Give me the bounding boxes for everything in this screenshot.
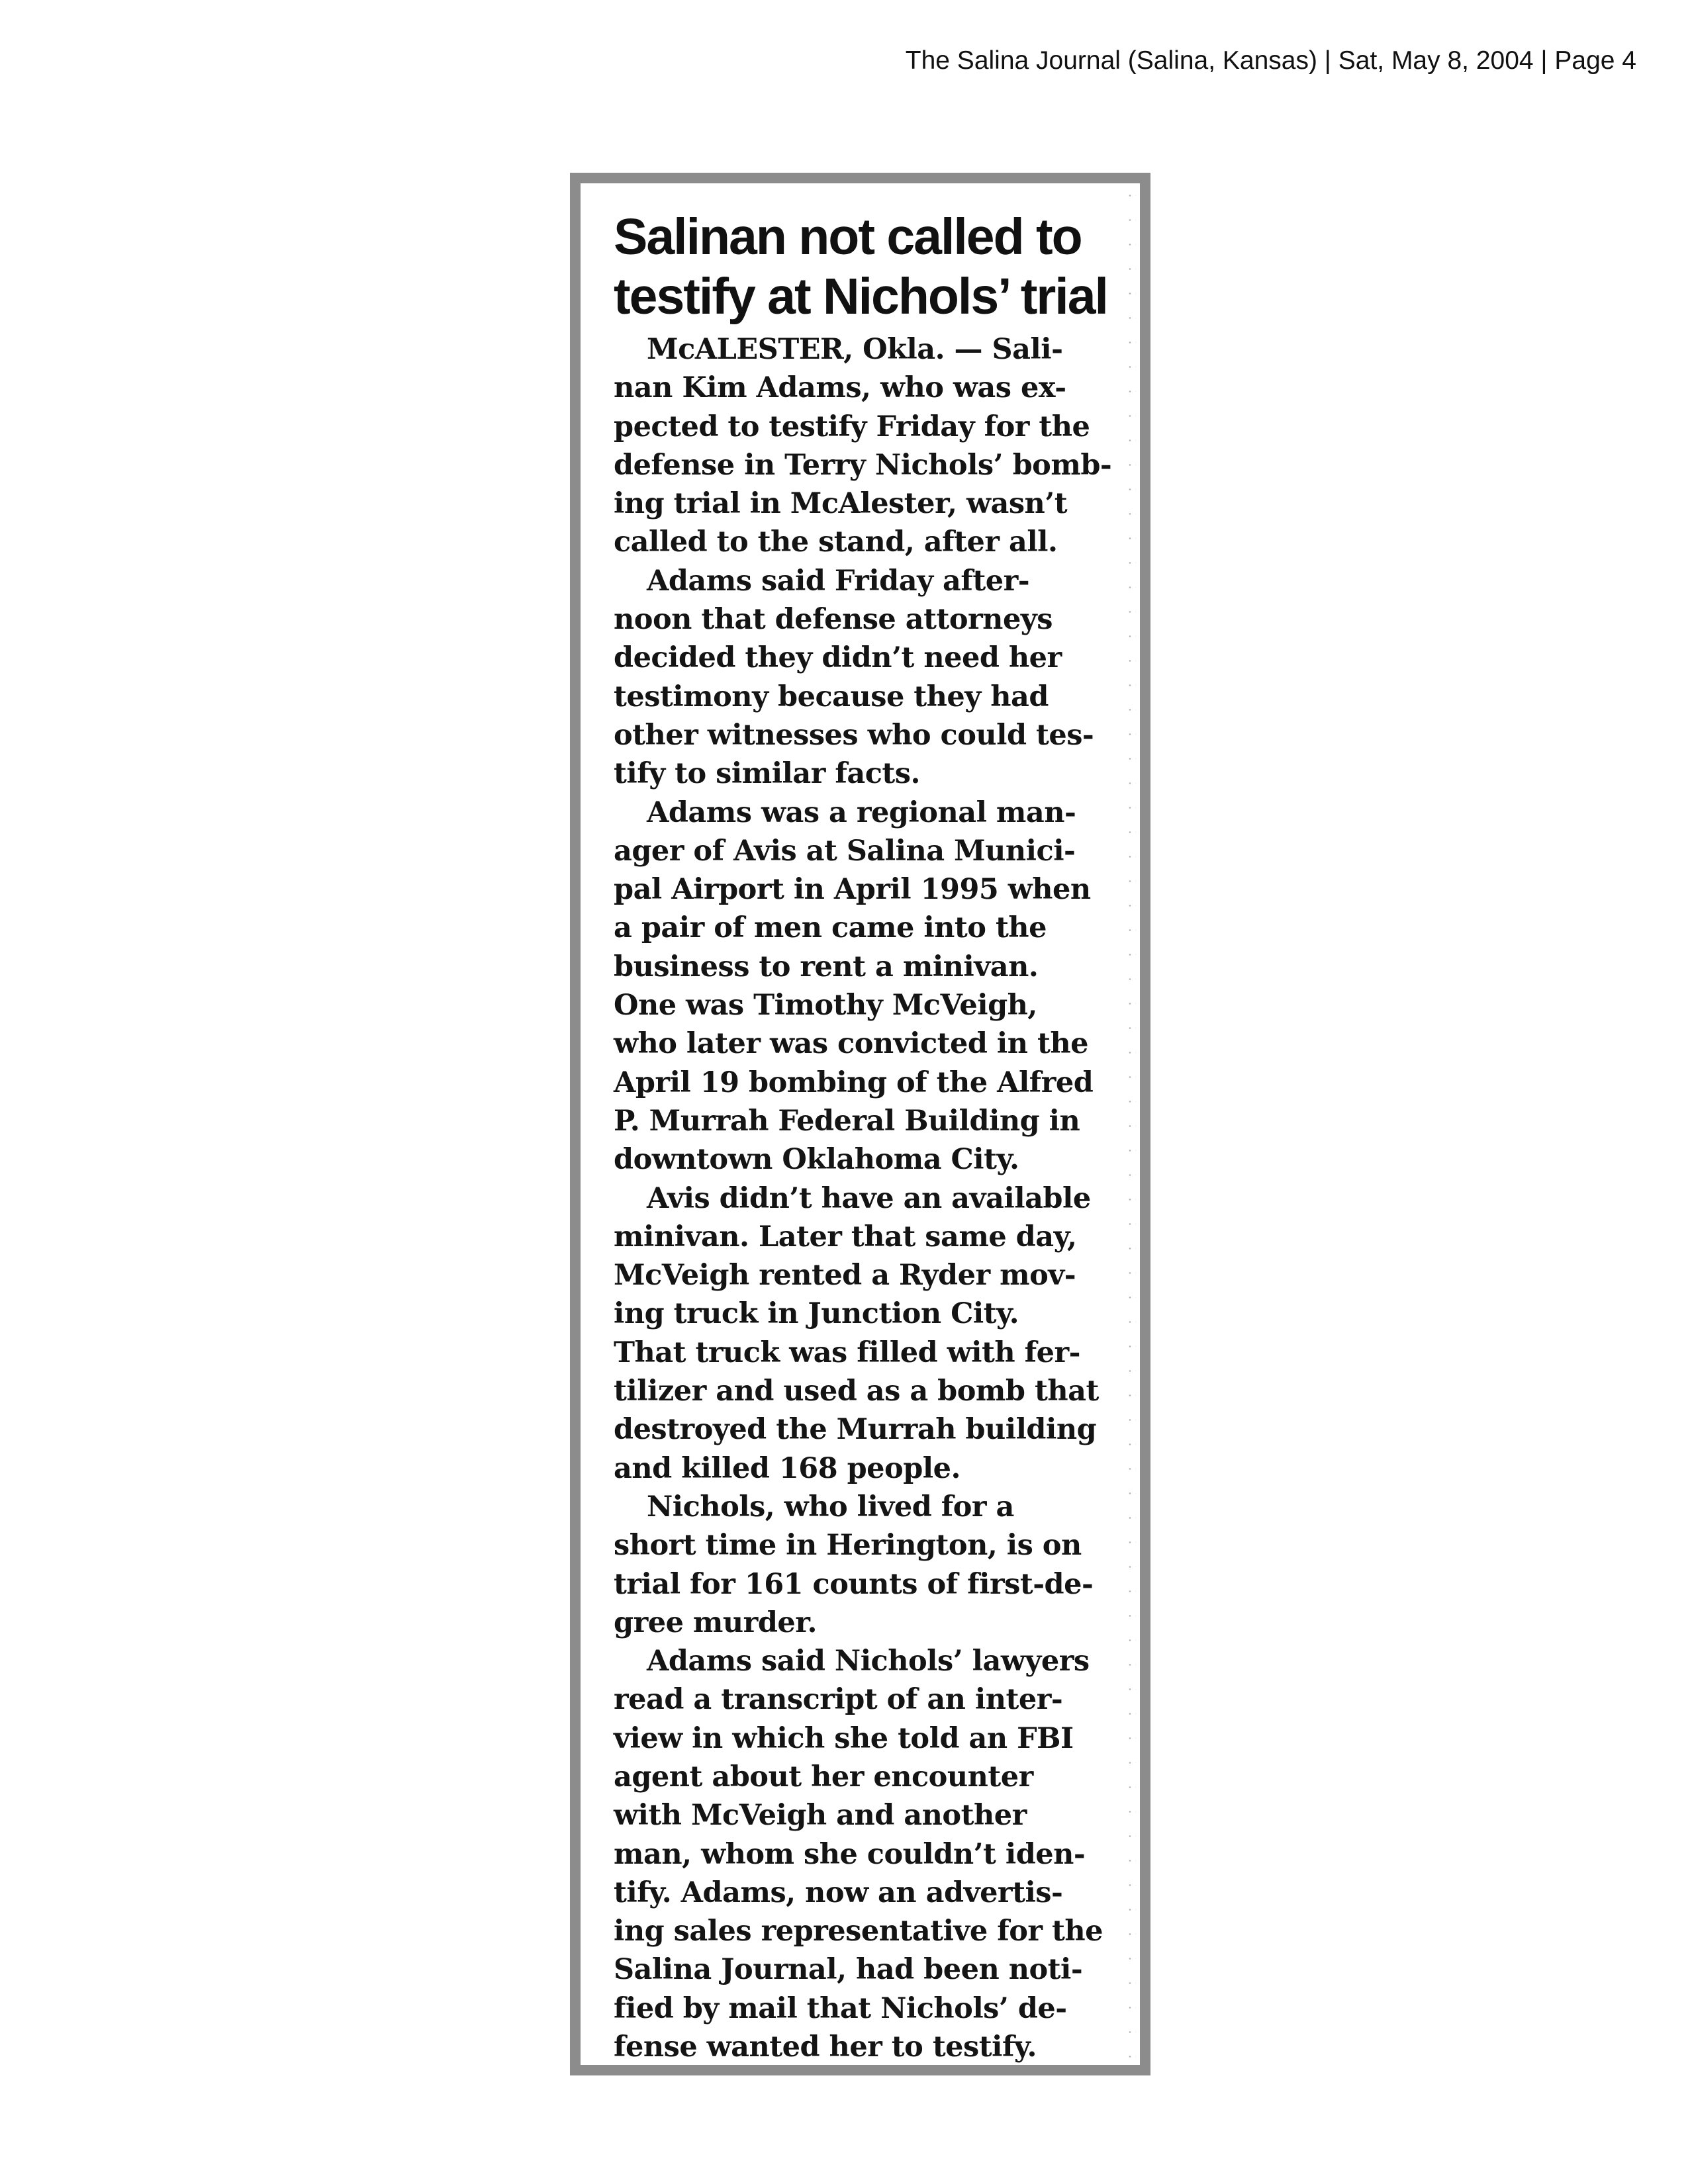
text-line: other witnesses who could tes- — [614, 718, 1094, 752]
text-line: ing trial in McAlester, wasn’t — [614, 487, 1068, 521]
text-line: short time in Herington, is on — [614, 1529, 1082, 1563]
text-line: ing sales representative for the — [614, 1915, 1103, 1948]
article-paragraph — [614, 1642, 1117, 2065]
article-paragraph — [614, 1179, 1117, 1488]
text-line: destroyed the Murrah building — [614, 1413, 1097, 1447]
text-line: Adams said Nichols’ lawyers — [647, 1645, 1090, 1678]
text-line: pal Airport in April 1995 when — [614, 873, 1091, 907]
text-line: McALESTER, Okla. — Sali- — [647, 333, 1063, 366]
citation-header: The Salina Journal (Salina, Kansas) | Sat, May 8, 2004 | Page 4 — [905, 46, 1636, 75]
text-line: April 19 bombing of the Alfred — [614, 1066, 1094, 1099]
article-body — [614, 330, 1117, 2065]
text-line: ing truck in Junction City. — [614, 1297, 1019, 1331]
text-line: called to the stand, after all. — [614, 525, 1058, 559]
text-line: with McVeigh and another — [614, 1799, 1027, 1833]
headline-line: Salinan not called to — [614, 208, 1082, 265]
text-line: agent about her encounter — [614, 1760, 1033, 1794]
scan-artifacts — [1127, 183, 1136, 2065]
clipping-body — [581, 183, 1140, 2065]
text-line: decided they didn’t need her — [614, 641, 1062, 675]
text-line: testimony because they had — [614, 680, 1049, 713]
text-line: gree murder. — [614, 1606, 817, 1639]
text-line: Adams said Friday after- — [647, 564, 1030, 598]
text-line: view in which she told an FBI — [614, 1721, 1074, 1755]
text-line: business to rent a minivan. — [614, 950, 1039, 983]
text-line: Avis didn’t have an available — [647, 1181, 1091, 1215]
headline — [614, 207, 1117, 326]
headline-line: testify at Nichols’ trial — [614, 268, 1107, 325]
text-line: fense wanted her to testify. — [614, 2030, 1037, 2064]
text-line: a pair of men came into the — [614, 911, 1047, 945]
text-line: tify. Adams, now an advertis- — [614, 1876, 1063, 1909]
text-line: and killed 168 people. — [614, 1451, 961, 1485]
text-line: minivan. Later that same day, — [614, 1220, 1077, 1253]
text-line: trial for 161 counts of first-de- — [614, 1567, 1094, 1601]
text-line: That truck was filled with fer- — [614, 1336, 1080, 1369]
text-line: downtown Oklahoma City. — [614, 1143, 1019, 1177]
article-paragraph — [614, 562, 1117, 794]
text-line: fied by mail that Nichols’ de- — [614, 1991, 1067, 2025]
text-line: McVeigh rented a Ryder mov- — [614, 1259, 1076, 1293]
text-line: One was Timothy McVeigh, — [614, 989, 1037, 1023]
text-line: who later was convicted in the — [614, 1027, 1088, 1061]
text-line: tilizer and used as a bomb that — [614, 1375, 1099, 1408]
text-line: tify to similar facts. — [614, 757, 920, 791]
article-paragraph — [614, 794, 1117, 1179]
text-line: read a transcript of an inter- — [614, 1683, 1063, 1717]
text-line: man, whom she couldn’t iden- — [614, 1837, 1086, 1871]
newspaper-clipping — [570, 173, 1150, 2075]
text-line: ager of Avis at Salina Munici- — [614, 834, 1076, 868]
article-paragraph — [614, 330, 1117, 562]
text-line: Nichols, who lived for a — [647, 1490, 1014, 1524]
text-line: Salina Journal, had been noti- — [614, 1953, 1083, 1987]
text-line: defense in Terry Nichols’ bomb- — [614, 448, 1112, 482]
article-paragraph — [614, 1488, 1117, 1642]
text-line: pected to testify Friday for the — [614, 410, 1090, 443]
text-line: nan Kim Adams, who was ex- — [614, 371, 1066, 405]
text-line: noon that defense attorneys — [614, 603, 1053, 637]
text-line: Adams was a regional man- — [647, 796, 1076, 829]
text-line: P. Murrah Federal Building in — [614, 1104, 1080, 1138]
